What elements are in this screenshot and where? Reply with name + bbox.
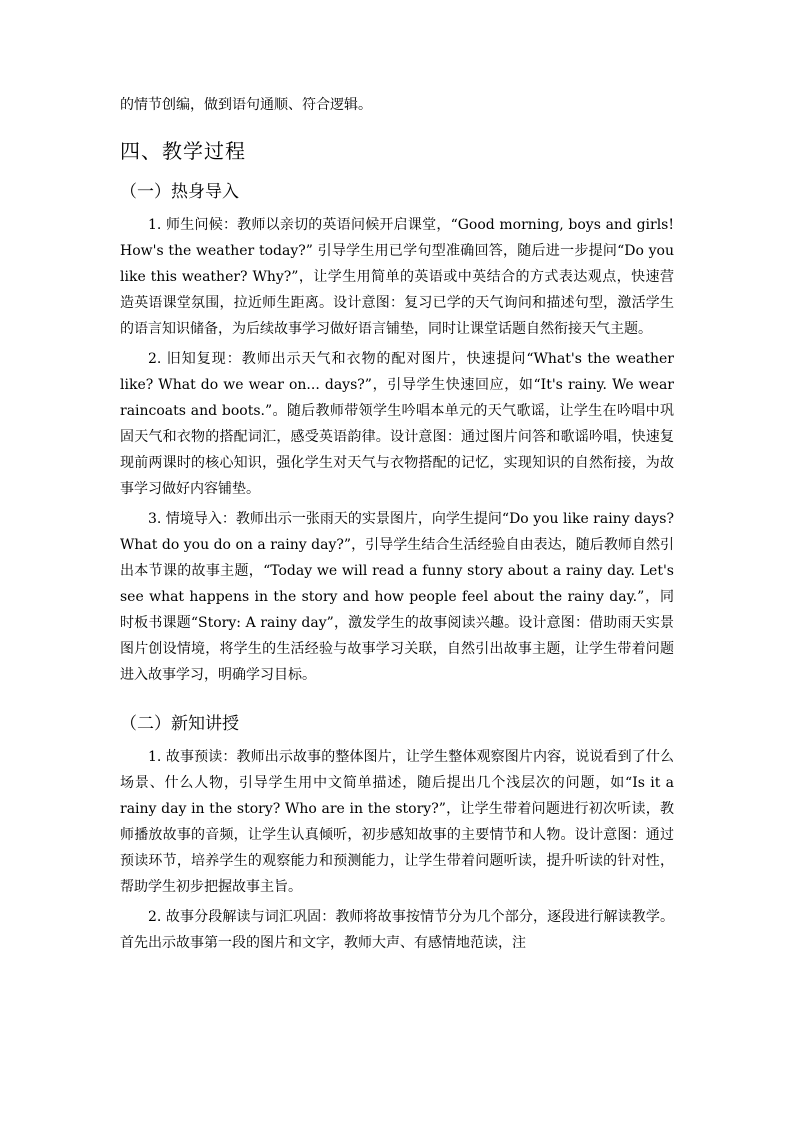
continuation-text: 的情节创编，做到语句通顺、符合逻辑。: [120, 97, 372, 113]
subsection-1-heading: （一）热身导入: [120, 182, 239, 202]
subsection-2-heading-wrap: [120, 710, 674, 738]
paragraph-warmup-2: 2. 旧知复现：教师出示天气和衣物的配对图片，快速提问“What's the weather like? What do we wear on... days?”，引导学生快速回应，如“It's rainy. We wear raincoats and boots.”。随后教师带领学生吟唱本单元的天气歌谣，让学生在吟唱中巩固天气和衣物的搭配词汇，感受英语韵律。设计意图：通过图片问答和歌谣吟唱，快速复现前两课时的核心知识，强化学生对天气与衣物搭配的记忆，实现知识的自然衔接，为故事学习做好内容铺垫。: [120, 351, 674, 497]
subsection-2-heading: （二）新知讲授: [120, 714, 239, 734]
section-heading-wrap: [120, 136, 674, 166]
subsection-1-heading-wrap: [120, 178, 674, 206]
paragraph-warmup-1: 1. 师生问候：教师以亲切的英语问候开启课堂，“Good morning, boys and girls! How's the weather today?” 引导学生用已学句型准确回答，随后进一步提问“Do you like this weather? Why?”，让学生用简单的英语或中英结合的方式表达观点，快速营造英语课堂氛围，拉近师生距离。设计意图：复习已学的天气询问和描述句型，激活学生的语言知识储备，为后续故事学习做好语言铺垫，同时让课堂话题自然衔接天气主题。: [120, 217, 674, 337]
paragraph-warmup-3: 3. 情境导入：教师出示一张雨天的实景图片，向学生提问“Do you like rainy days? What do you do on a rainy day?”，引导学生结合生活经验自由表达，随后教师自然引出本节课的故事主题，“Today we will read a funny story about a rainy day. Let's see what happens in the story and how people feel about the rainy day.”，同时板书课题“Story: A rainy day”，激发学生的故事阅读兴趣。设计意图：借助雨天实景图片创设情境，将学生的生活经验与故事学习关联，自然引出故事主题，让学生带着问题进入故事学习，明确学习目标。: [120, 511, 674, 683]
paragraph-new-2: 2. 故事分段解读与词汇巩固：教师将故事按情节分为几个部分，逐段进行解读教学。首先出示故事第一段的图片和文字，教师大声、有感情地范读，注: [120, 909, 674, 951]
paragraph-new-1: 1. 故事预读：教师出示故事的整体图片，让学生整体观察图片内容，说说看到了什么场景、什么人物，引导学生用中文简单描述，随后提出几个浅层次的问题，如“Is it a rainy day in the story? Who are in the story?”，让学生带着问题进行初次听读，教师播放故事的音频，让学生认真倾听，初步感知故事的主要情节和人物。设计意图：通过预读环节，培养学生的观察能力和预测能力，让学生带着问题听读，提升听读的针对性，帮助学生初步把握故事主旨。: [120, 749, 674, 895]
section-heading: 四、教学过程: [120, 139, 246, 163]
document-body: [120, 92, 674, 960]
